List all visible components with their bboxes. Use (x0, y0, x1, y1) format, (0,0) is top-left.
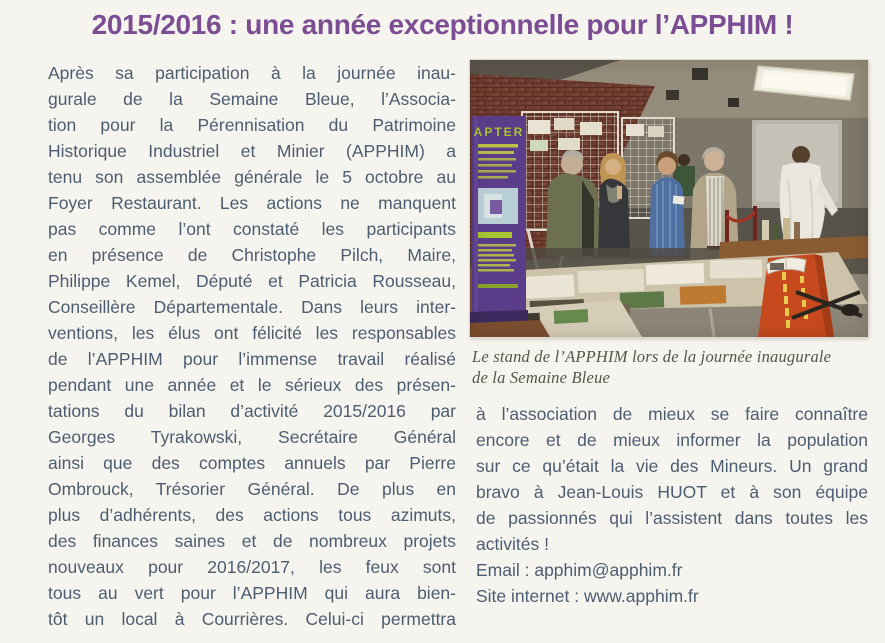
text-line: en présence de Christophe Pilch, Maire, (48, 245, 456, 265)
text-line: ventions, les élus ont félicité les responsables (48, 323, 456, 343)
article-left-column (48, 60, 456, 632)
email-line: Email : apphim@apphim.fr (476, 560, 683, 580)
text-line: ainsi que des comptes annuels par Pierre (48, 453, 456, 473)
photo-caption (470, 346, 868, 388)
website-line: Site internet : www.apphim.fr (476, 586, 699, 606)
caption-line: de la Semaine Bleue (472, 368, 611, 387)
text-line: tous au vert pour l’APPHIM qui aura bien- (48, 583, 456, 603)
article-columns (0, 60, 885, 632)
text-line: tations du bilan d’activité 2015/2016 par (48, 401, 456, 421)
ceiling-speaker (728, 98, 739, 107)
article-title: 2015/2016 : une année exceptionnelle pour l’APPHIM ! (91, 9, 794, 40)
text-line: encore et de mieux informer la population (476, 430, 868, 450)
text-line: Georges Tyrakowski, Secrétaire Général (48, 427, 456, 447)
text-line: Ombrouck, Trésorier Général. De plus en (48, 479, 456, 499)
text-line: gurale de la Semaine Bleue, l’Associa- (48, 89, 456, 109)
text-line: bravo à Jean-Louis HUOT et à son équipe (476, 482, 868, 502)
text-line: sur ce qu’était la vie des Mineurs. Un grand (476, 456, 868, 476)
text-line: pas comme l’ont constaté les participants (48, 219, 456, 239)
text-line: tenu son assemblée générale le 5 octobre au (48, 167, 456, 187)
text-line: à l’association de mieux se faire connaître (476, 404, 868, 424)
text-line: des finances saines et de nombreux projets (48, 531, 456, 551)
text-line: de passionnés qui l’assistent dans toutes les (476, 508, 868, 528)
text-line: pendant une année et le sérieux des présen- (48, 375, 456, 395)
scanned-article-page (0, 6, 885, 643)
text-line: plus d’adhérents, des actions tous azimuts, (48, 505, 456, 525)
text-line: activités ! (476, 534, 549, 554)
text-line: de l’APPHIM pour l’immense travail réalisé (48, 349, 456, 369)
text-line: Foyer Restaurant. Les actions ne manquent (48, 193, 456, 213)
text-line: Après sa participation à la journée inau- (48, 63, 456, 83)
orange-banner (758, 254, 834, 337)
ceiling-speaker (692, 68, 708, 80)
article-right-column (470, 60, 868, 632)
apter-banner-text: APTER (473, 125, 525, 139)
text-line: tion pour la Pérennisation du Patrimoine (48, 115, 456, 135)
text-line: tôt un local à Courrières. Celui-ci permettra (48, 609, 456, 629)
article-right-text (470, 401, 868, 609)
event-photo (470, 60, 868, 337)
text-line: nouveaux pour 2016/2017, les feux sont (48, 557, 456, 577)
text-line: Conseillère Départementale. Dans leurs inter- (48, 297, 456, 317)
ceiling-speaker (666, 90, 679, 100)
text-line: Philippe Kemel, Député et Patricia Rousseau, (48, 271, 456, 291)
text-line: Historique Industriel et Minier (APPHIM) a (48, 141, 456, 161)
caption-line: Le stand de l’APPHIM lors de la journée inaugurale (472, 347, 832, 366)
